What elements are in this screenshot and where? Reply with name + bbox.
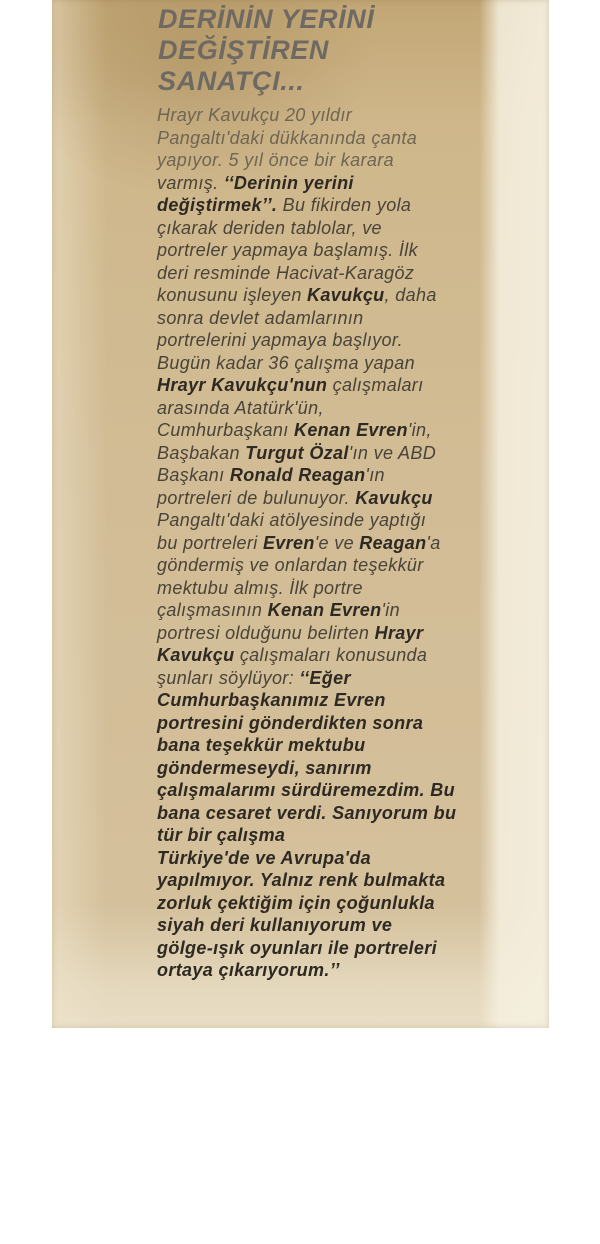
text: Başbakan <box>157 442 246 463</box>
text-line <box>157 149 577 172</box>
newspaper-clipping <box>52 0 549 1028</box>
text: 'ın ve ABD <box>348 442 437 463</box>
text-line <box>157 824 577 847</box>
text-line <box>157 802 577 825</box>
text-line <box>157 622 577 645</box>
text: çalışmaları <box>327 375 424 395</box>
bold-text: Kavukçu <box>307 285 385 305</box>
text: 'in, <box>407 420 432 440</box>
text-line <box>157 554 577 577</box>
text-line <box>157 914 577 937</box>
bold-text: Cumhurbaşkanımız Evren <box>157 690 386 710</box>
text: 'e ve <box>314 532 360 553</box>
bold-text: değiştirmek’’. <box>157 195 278 215</box>
bold-text: Kavukçu <box>355 487 433 508</box>
text-line <box>157 869 577 892</box>
text: Pangaltı'daki atölyesinde yaptığı <box>157 510 427 530</box>
text-line <box>157 284 577 307</box>
text-line <box>157 352 577 375</box>
bold-text: siyah deri kullanıyorum ve <box>157 915 393 935</box>
text: çalışmaları konusunda <box>234 645 428 665</box>
text-line <box>157 847 577 870</box>
text-line <box>157 487 577 510</box>
text-line <box>157 329 577 352</box>
text-line <box>157 689 577 712</box>
text: , daha <box>384 285 437 305</box>
bold-text: ‘‘Derinin yerini <box>223 172 354 193</box>
text-line <box>157 577 577 600</box>
text: deri resminde Hacivat-Karagöz <box>157 262 415 283</box>
text: Başkanı <box>157 465 230 485</box>
bold-text: Türkiye'de ve Avrupa'da <box>157 847 372 868</box>
text: portreleri de bulunuyor. <box>157 487 356 508</box>
text: konusunu işleyen <box>157 285 308 305</box>
text: 'in <box>381 600 400 620</box>
bold-text: gölge-ışık oyunları ile portreleri <box>157 937 437 958</box>
bold-text: Ronald Reagan <box>229 465 366 485</box>
bold-text: bana cesaret verdi. Sanıyorum bu <box>157 802 457 823</box>
text-line <box>157 937 577 960</box>
bold-text: çalışmalarımı sürdüremezdim. Bu <box>157 780 455 800</box>
bold-text: Reagan <box>359 532 427 553</box>
text-line <box>157 127 577 150</box>
bold-text: Hrayr <box>374 622 424 643</box>
text-line <box>157 644 577 667</box>
bold-text: ‘‘Eğer <box>299 667 351 688</box>
text: göndermiş ve onlardan teşekkür <box>157 555 424 575</box>
bold-text: zorluk çektiğim için çoğunlukla <box>157 892 435 913</box>
text: Bugün kadar 36 çalışma yapan <box>157 352 415 373</box>
text: yapıyor. 5 yıl önce bir karara <box>157 150 394 170</box>
text: varmış. <box>157 172 224 193</box>
headline-line: DEĞİŞTİREN <box>158 35 330 65</box>
text-line <box>157 464 577 487</box>
headline-line: SANATÇI... <box>158 66 305 96</box>
text-line <box>157 104 577 127</box>
text-line <box>157 779 577 802</box>
text: Hrayr Kavukçu 20 yıldır <box>157 105 353 125</box>
headline-line: DERİNİN YERİNİ <box>158 4 375 34</box>
bold-text: Kavukçu <box>157 645 235 665</box>
text-line <box>157 712 577 735</box>
text: 'ın <box>365 465 385 485</box>
text: Cumhurbaşkanı <box>157 420 294 440</box>
bold-text: ortaya çıkarıyorum.’’ <box>157 960 340 980</box>
article-body <box>157 104 577 982</box>
text-line <box>157 239 577 262</box>
text: portreler yapmaya başlamış. İlk <box>157 240 418 260</box>
bold-text: bana teşekkür mektubu <box>157 735 366 755</box>
text: portrelerini yapmaya başlıyor. <box>157 330 403 350</box>
text: arasında Atatürk'ün, <box>157 397 324 418</box>
text-line <box>157 532 577 555</box>
text-line <box>157 959 577 982</box>
bold-text: tür bir çalışma <box>157 825 286 845</box>
text-line <box>157 667 577 690</box>
bold-text: Turgut Özal <box>245 442 349 463</box>
text-line <box>157 442 577 465</box>
text: 'a <box>426 532 441 553</box>
text-line <box>157 734 577 757</box>
bold-text: Evren <box>262 532 315 553</box>
text-line <box>157 262 577 285</box>
text: Pangaltı'daki dükkanında çanta <box>157 127 418 148</box>
text-line <box>157 374 577 397</box>
bold-text: Kenan Evren <box>267 600 382 620</box>
text-line <box>157 172 577 195</box>
text-line <box>157 757 577 780</box>
bold-text: göndermeseydi, sanırım <box>157 757 372 778</box>
text-line <box>157 892 577 915</box>
text-line <box>157 509 577 532</box>
text: bu portreleri <box>157 532 263 553</box>
text: şunları söylüyor: <box>157 667 300 688</box>
text: Bu fikirden yola <box>277 195 412 215</box>
bold-text: yapılmıyor. Yalnız renk bulmakta <box>157 870 446 890</box>
bold-text: Hrayr Kavukçu'nun <box>157 375 328 395</box>
text-line <box>157 217 577 240</box>
bold-text: portresini gönderdikten sonra <box>157 712 424 733</box>
text-line <box>157 397 577 420</box>
text: portresi olduğunu belirten <box>157 622 375 643</box>
text-line <box>157 599 577 622</box>
text-line <box>157 194 577 217</box>
text: sonra devlet adamlarının <box>157 307 364 328</box>
text: mektubu almış. İlk portre <box>157 577 363 598</box>
bold-text: Kenan Evren <box>293 420 408 440</box>
headline <box>158 4 374 97</box>
text: çalışmasının <box>157 600 268 620</box>
text-line <box>157 307 577 330</box>
text: çıkarak deriden tablolar, ve <box>157 217 382 238</box>
text-line <box>157 419 577 442</box>
